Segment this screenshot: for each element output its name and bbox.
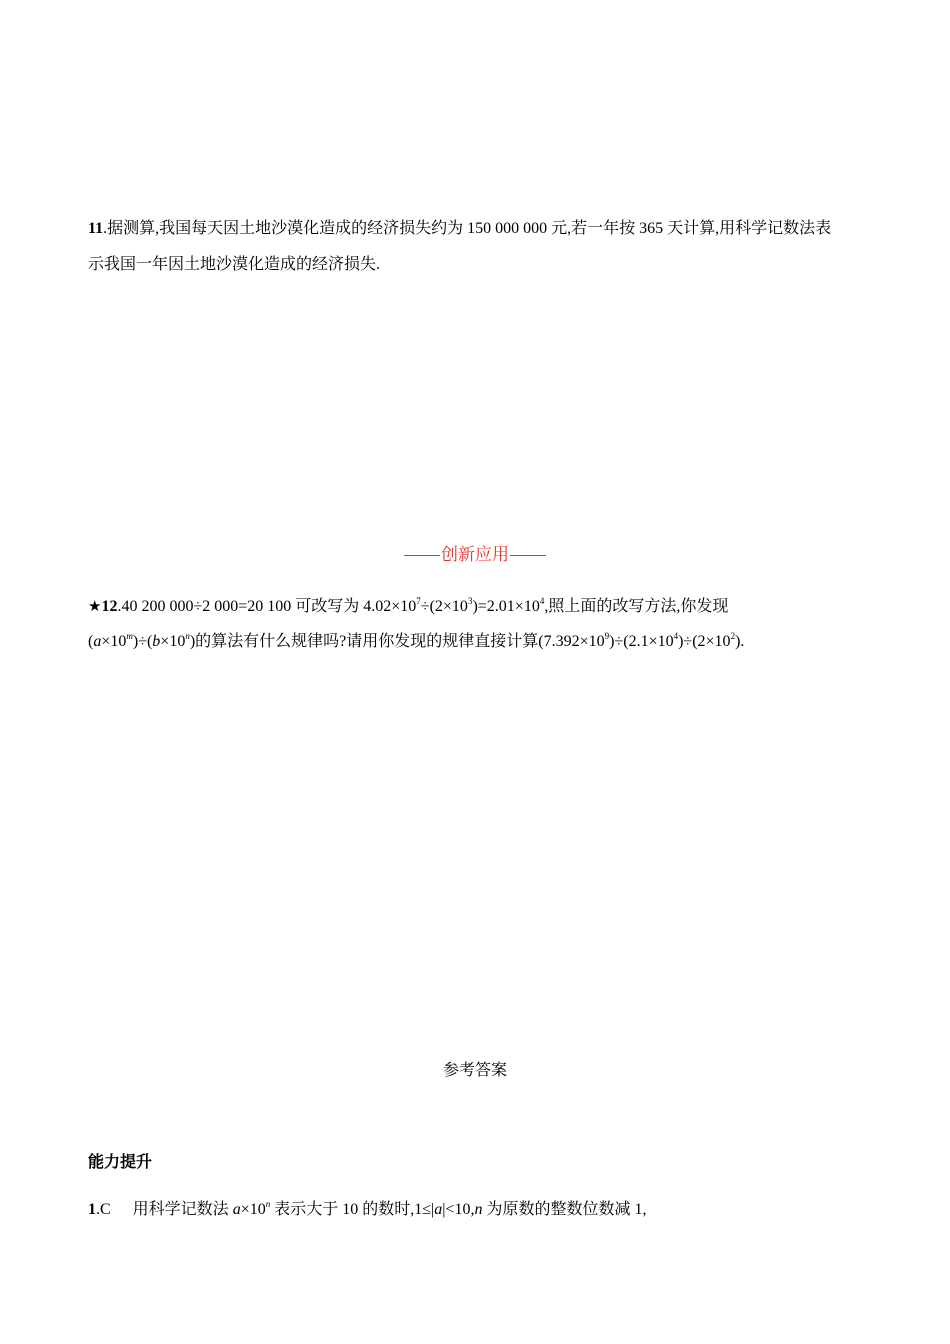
text-run: )÷(2.1×10 — [609, 633, 674, 650]
exponent: 7 — [416, 596, 421, 606]
exponent: m — [126, 631, 133, 641]
variable: b — [152, 633, 161, 650]
exponent: 4 — [673, 631, 679, 641]
text-run: |<10, — [442, 1201, 475, 1218]
text-run: ×10 — [160, 633, 186, 650]
question-number: 12 — [101, 598, 118, 615]
text-run: .40 200 000÷2 000=20 100 可改写为 4.02×10 — [117, 598, 417, 615]
question-text: 示我国一年因土地沙漠化造成的经济损失. — [88, 256, 381, 273]
exponent: 4 — [539, 596, 545, 606]
text-run: 用科学记数法 — [132, 1201, 233, 1218]
text-run: ÷(2×10 — [420, 598, 468, 615]
text-run: ,照上面的改写方法,你发现 — [544, 598, 729, 615]
text-run: )=2.01×10 — [472, 598, 540, 615]
text-run: )÷( — [132, 633, 153, 650]
section-heading-innovation — [0, 544, 950, 566]
answers-title: 参考答案 — [442, 1062, 507, 1079]
question-text: .据测算,我国每天因土地沙漠化造成的经济损失约为 150 000 000 元,若一年按 365 天计算,用科学记数法表 — [103, 220, 832, 237]
variable: a — [93, 633, 102, 650]
text-run: ). — [735, 633, 745, 650]
exponent: 3 — [467, 596, 473, 606]
variable: n — [474, 1201, 483, 1218]
text-run: ×10 — [240, 1201, 266, 1218]
decorative-rule — [404, 555, 440, 556]
answer-number: 1 — [88, 1201, 96, 1218]
text-run: ( — [88, 633, 94, 650]
question-11-line-2 — [88, 255, 380, 275]
exponent: 2 — [730, 631, 736, 641]
decorative-rule — [510, 555, 546, 556]
answer-1 — [88, 1200, 646, 1220]
question-12-line-2 — [88, 632, 744, 652]
variable: a — [232, 1201, 241, 1218]
text-run: 为原数的整数位数减 1, — [482, 1201, 647, 1218]
answers-section-heading: 能力提升 — [88, 1152, 153, 1171]
text-run: )的算法有什么规律吗?请用你发现的规律直接计算(7.392×10 — [189, 633, 605, 650]
variable: a — [434, 1201, 443, 1218]
star-icon: ★ — [88, 597, 102, 615]
exponent: n — [185, 631, 190, 641]
question-11-line-1 — [88, 219, 831, 239]
text-run: 表示大于 10 的数时,1≤| — [270, 1201, 435, 1218]
question-12-line-1 — [88, 596, 728, 617]
exponent: n — [265, 1199, 271, 1209]
answer-choice: .C — [96, 1201, 111, 1218]
exponent: 9 — [604, 631, 610, 641]
text-run: )÷(2×10 — [678, 633, 731, 650]
section-heading-text: 创新应用 — [441, 545, 509, 565]
question-number: 11 — [88, 220, 104, 237]
text-run: ×10 — [101, 633, 127, 650]
